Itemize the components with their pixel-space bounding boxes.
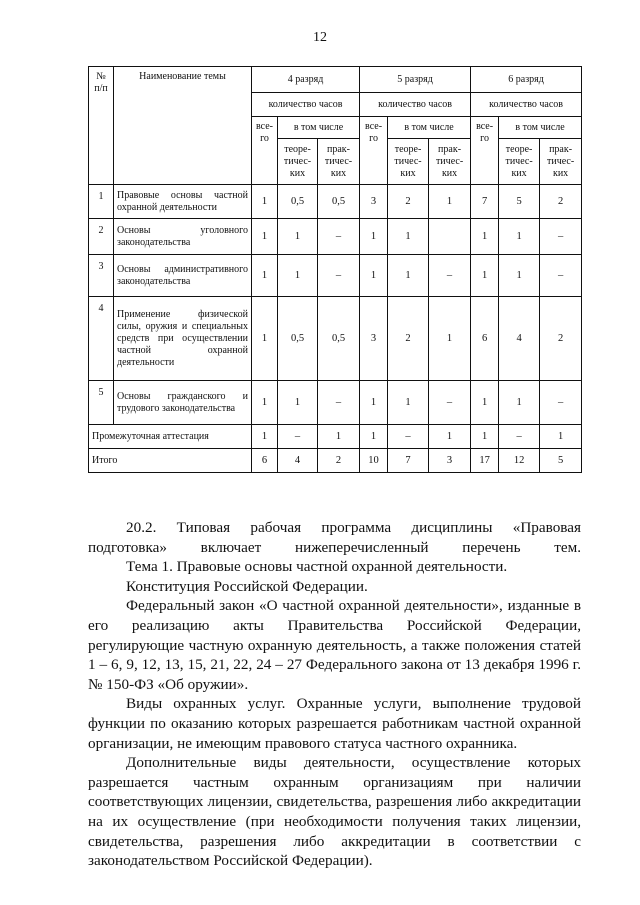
cell: 3: [360, 185, 388, 219]
cell: 17: [471, 449, 499, 473]
cell: 1: [499, 381, 540, 425]
paragraph: Виды охранных услуг. Охранные услуги, выполнение трудовой функции по оказанию которых разрешается работникам частной охранной организации, не имеющим правового статуса частного охранника.: [88, 695, 581, 752]
cell: 1: [360, 219, 388, 255]
header-rank-5: 5 разряд: [360, 67, 471, 93]
header-practice: прак-тичес-ких: [540, 139, 582, 185]
cell: 1: [429, 425, 471, 449]
cell: 1: [252, 297, 278, 381]
cell: 1: [278, 255, 318, 297]
cell: 1: [471, 219, 499, 255]
hours-table: [88, 66, 582, 473]
cell: 0,5: [278, 297, 318, 381]
row-number: 1: [89, 185, 114, 219]
cell: 1: [360, 425, 388, 449]
paragraph: Конституция Российской Федерации.: [126, 577, 368, 595]
cell: 1: [318, 425, 360, 449]
cell: –: [499, 425, 540, 449]
table-row: [89, 255, 582, 297]
header-rank-6: 6 разряд: [471, 67, 582, 93]
header-including: в том числе: [278, 117, 360, 139]
body-text: [88, 518, 581, 871]
header-theory: теоре-тичес-ких: [278, 139, 318, 185]
cell: 1: [540, 425, 582, 449]
row-number: 2: [89, 219, 114, 255]
table-row-total: [89, 449, 582, 473]
topic-name: Основы административного законодательства: [114, 255, 252, 297]
topic-name: Основы уголовного законодательства: [114, 219, 252, 255]
header-theory: теоре-тичес-ких: [499, 139, 540, 185]
cell: 0,5: [318, 297, 360, 381]
cell: 1: [471, 425, 499, 449]
table-row: [89, 297, 582, 381]
row-number: 4: [89, 297, 114, 381]
cell: 7: [471, 185, 499, 219]
cell: –: [318, 219, 360, 255]
header-total: все-го: [252, 117, 278, 185]
header-including: в том числе: [388, 117, 471, 139]
row-number: 5: [89, 381, 114, 425]
table-row-interim: [89, 425, 582, 449]
cell: 3: [360, 297, 388, 381]
cell: 6: [252, 449, 278, 473]
cell: –: [388, 425, 429, 449]
cell: 0,5: [318, 185, 360, 219]
cell: –: [318, 255, 360, 297]
cell: 10: [360, 449, 388, 473]
cell: 1: [252, 185, 278, 219]
header-rank-4: 4 разряд: [252, 67, 360, 93]
cell: 1: [471, 381, 499, 425]
cell: 2: [540, 297, 582, 381]
header-num: № п/п: [89, 67, 114, 185]
cell: 12: [499, 449, 540, 473]
cell: –: [278, 425, 318, 449]
header-hours: количество часов: [360, 93, 471, 117]
cell: –: [540, 219, 582, 255]
cell: 1: [499, 255, 540, 297]
cell: 1: [388, 219, 429, 255]
cell: 2: [388, 185, 429, 219]
cell: 1: [278, 219, 318, 255]
header-hours: количество часов: [252, 93, 360, 117]
cell: 3: [429, 449, 471, 473]
cell: 1: [429, 185, 471, 219]
cell: [429, 219, 471, 255]
row-number: 3: [89, 255, 114, 297]
topic-name: Правовые основы частной охранной деятельности: [114, 185, 252, 219]
header-total: все-го: [471, 117, 499, 185]
header-total: все-го: [360, 117, 388, 185]
cell: 2: [540, 185, 582, 219]
cell: 1: [471, 255, 499, 297]
topic-name: Применение физической силы, оружия и специальных средств при осуществлении частной охранной деятельности: [114, 297, 252, 381]
header-hours: количество часов: [471, 93, 582, 117]
cell: 1: [360, 255, 388, 297]
paragraph: Дополнительные виды деятельности, осуществление которых разрешается частным охранным организациям при наличии соответствующих лицензии, свидетельства, разрешения либо аккредитации на их осуществление (при необходимости получения таких лицензии, свидетельства, разрешения либо аккредитации в соответствии с законодательством Российской Федерации).: [88, 754, 581, 870]
cell: 0,5: [278, 185, 318, 219]
cell: 1: [278, 381, 318, 425]
cell: 1: [360, 381, 388, 425]
cell: 5: [540, 449, 582, 473]
total-label: Итого: [89, 449, 252, 473]
interim-label: Промежуточная аттестация: [89, 425, 252, 449]
paragraph: Федеральный закон «О частной охранной деятельности», изданные в его реализацию акты Правительства Российской Федерации, регулирующие частную охранную деятельность, а также положения статей 1 – 6, 9, 12, 13, 15, 21, 22, 24 – 27 Федерального закона от 13 декабря 1996 г. № 150-ФЗ «Об оружии».: [88, 597, 581, 693]
cell: –: [429, 381, 471, 425]
header-including: в том числе: [499, 117, 582, 139]
paragraph: 20.2. Типовая рабочая программа дисциплины «Правовая подготовка» включает нижеперечисленный перечень тем.: [88, 519, 581, 556]
cell: –: [429, 255, 471, 297]
header-topic-name: Наименование темы: [114, 67, 252, 185]
page-number: 12: [313, 30, 327, 45]
cell: 1: [388, 255, 429, 297]
topic-name: Основы гражданского и трудового законодательства: [114, 381, 252, 425]
cell: –: [540, 255, 582, 297]
table-row: [89, 381, 582, 425]
cell: 2: [318, 449, 360, 473]
cell: 1: [252, 425, 278, 449]
table-row: [89, 185, 582, 219]
cell: 1: [252, 381, 278, 425]
paragraph: Тема 1. Правовые основы частной охранной деятельности.: [126, 558, 508, 576]
cell: 4: [499, 297, 540, 381]
cell: 1: [499, 219, 540, 255]
header-practice: прак-тичес-ких: [429, 139, 471, 185]
cell: 1: [429, 297, 471, 381]
cell: 5: [499, 185, 540, 219]
cell: –: [318, 381, 360, 425]
header-theory: теоре-тичес-ких: [388, 139, 429, 185]
cell: –: [540, 381, 582, 425]
cell: 6: [471, 297, 499, 381]
cell: 1: [388, 381, 429, 425]
cell: 1: [252, 255, 278, 297]
cell: 1: [252, 219, 278, 255]
cell: 7: [388, 449, 429, 473]
header-practice: прак-тичес-ких: [318, 139, 360, 185]
cell: 2: [388, 297, 429, 381]
table-row: [89, 219, 582, 255]
cell: 4: [278, 449, 318, 473]
